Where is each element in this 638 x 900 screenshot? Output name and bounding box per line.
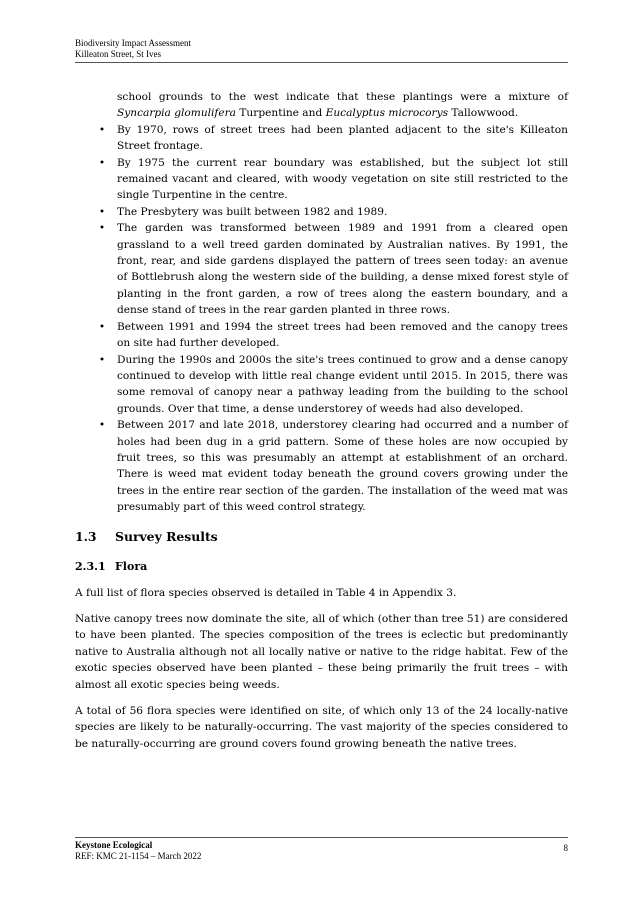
subsection-title: Flora xyxy=(115,559,148,573)
paragraph: A full list of flora species observed is detailed in Table 4 in Appendix 3. xyxy=(75,586,457,599)
list-item-text: The Presbytery was built between 1982 and 1989. xyxy=(117,205,388,218)
subsection-heading xyxy=(75,558,568,576)
paragraph: A total of 56 flora species were identified on site, of which only 13 of the 24 locally-native species are likely to be naturally-occurring. The vast majority of the species considered to be naturally-occurring are ground covers found growing beneath the native trees. xyxy=(75,705,568,750)
paragraph: Native canopy trees now dominate the site, all of which (other than tree 51) are considered to have been planted. The species composition of the trees is eclectic but predominantly native to Australia although not all locally native or native to the ridge habitat. Few of the exotic species observed have been planted – these being primarily the fruit trees – with almost all exotic species being weeds. xyxy=(75,612,568,691)
page-number: 8 xyxy=(563,843,568,853)
footer-organisation: Keystone Ecological xyxy=(75,840,153,850)
bullet-icon: • xyxy=(98,222,106,235)
list-item-text: By 1970, rows of street trees had been planted adjacent to the site's Killeaton Street frontage. xyxy=(117,123,568,153)
section-number: 1.3 xyxy=(75,528,97,544)
list-item xyxy=(75,417,568,515)
bullet-icon: • xyxy=(98,419,106,432)
header-title: Biodiversity Impact Assessment xyxy=(75,38,191,48)
continuation-prefix: school grounds to the west indicate that these plantings were a mixture of xyxy=(117,91,568,103)
species-name: Syncarpia glomulifera xyxy=(117,107,236,120)
page-header xyxy=(75,38,568,60)
list-item xyxy=(75,122,568,155)
list-item xyxy=(75,352,568,418)
document-body xyxy=(75,89,568,752)
list-item-text: The garden was transformed between 1989 and 1991 from a cleared open grassland to a well treed garden dominated by Australian natives. By 1991, the front, rear, and side gardens displayed the pattern of trees seen today: an avenue of Bottlebrush along the western side of the building, a dense mixed forest style of planting in the front garden, a row of trees along the eastern boundary, and a dense stand of trees in the rear garden planted in three rows. xyxy=(117,222,568,317)
list-item-continuation xyxy=(75,89,568,122)
list-item xyxy=(75,220,568,318)
list-item-text: Between 1991 and 1994 the street trees had been removed and the canopy trees on site had further developed. xyxy=(117,320,568,350)
bullet-icon: • xyxy=(98,156,106,169)
page-footer xyxy=(75,840,568,862)
footer-divider xyxy=(75,837,568,838)
continuation-mid: Turpentine and xyxy=(236,107,326,120)
list-item xyxy=(75,319,568,352)
subsection-number: 2.3.1 xyxy=(75,559,106,573)
continuation-suffix: Tallowwood. xyxy=(448,107,519,120)
list-item xyxy=(75,204,568,220)
bullet-icon: • xyxy=(98,353,106,366)
list-item-text: By 1975 the current rear boundary was established, but the subject lot still remained vacant and cleared, with woody vegetation on site still restricted to the single Turpentine in the centre. xyxy=(117,156,568,202)
header-divider xyxy=(75,62,568,63)
list-item-text: During the 1990s and 2000s the site's trees continued to grow and a dense canopy continued to develop with little real change evident until 2015. In 2015, there was some removal of canopy near a pathway leading from the building to the school grounds. Over that time, a dense understorey of weeds had also developed. xyxy=(117,353,568,415)
footer-reference: REF: KMC 21-1154 – March 2022 xyxy=(75,851,202,861)
bullet-icon: • xyxy=(98,320,106,333)
list-item-text: Between 2017 and late 2018, understorey clearing had occurred and a number of holes had been dug in a grid pattern. Some of these holes are now occupied by fruit trees, so this was presumably an attempt at establishment of an orchard. There is weed mat evident today beneath the ground covers growing under the trees in the entire rear section of the garden. The installation of the weed mat was presumably part of this weed control strategy. xyxy=(117,419,568,514)
bullet-icon: • xyxy=(98,205,106,218)
section-title: Survey Results xyxy=(115,528,218,544)
bullet-icon: • xyxy=(98,123,106,136)
list-item xyxy=(75,155,568,204)
section-heading xyxy=(75,528,568,546)
header-subtitle: Killeaton Street, St Ives xyxy=(75,49,161,59)
history-bullet-list xyxy=(75,89,568,516)
species-name: Eucalyptus microcorys xyxy=(325,107,449,120)
